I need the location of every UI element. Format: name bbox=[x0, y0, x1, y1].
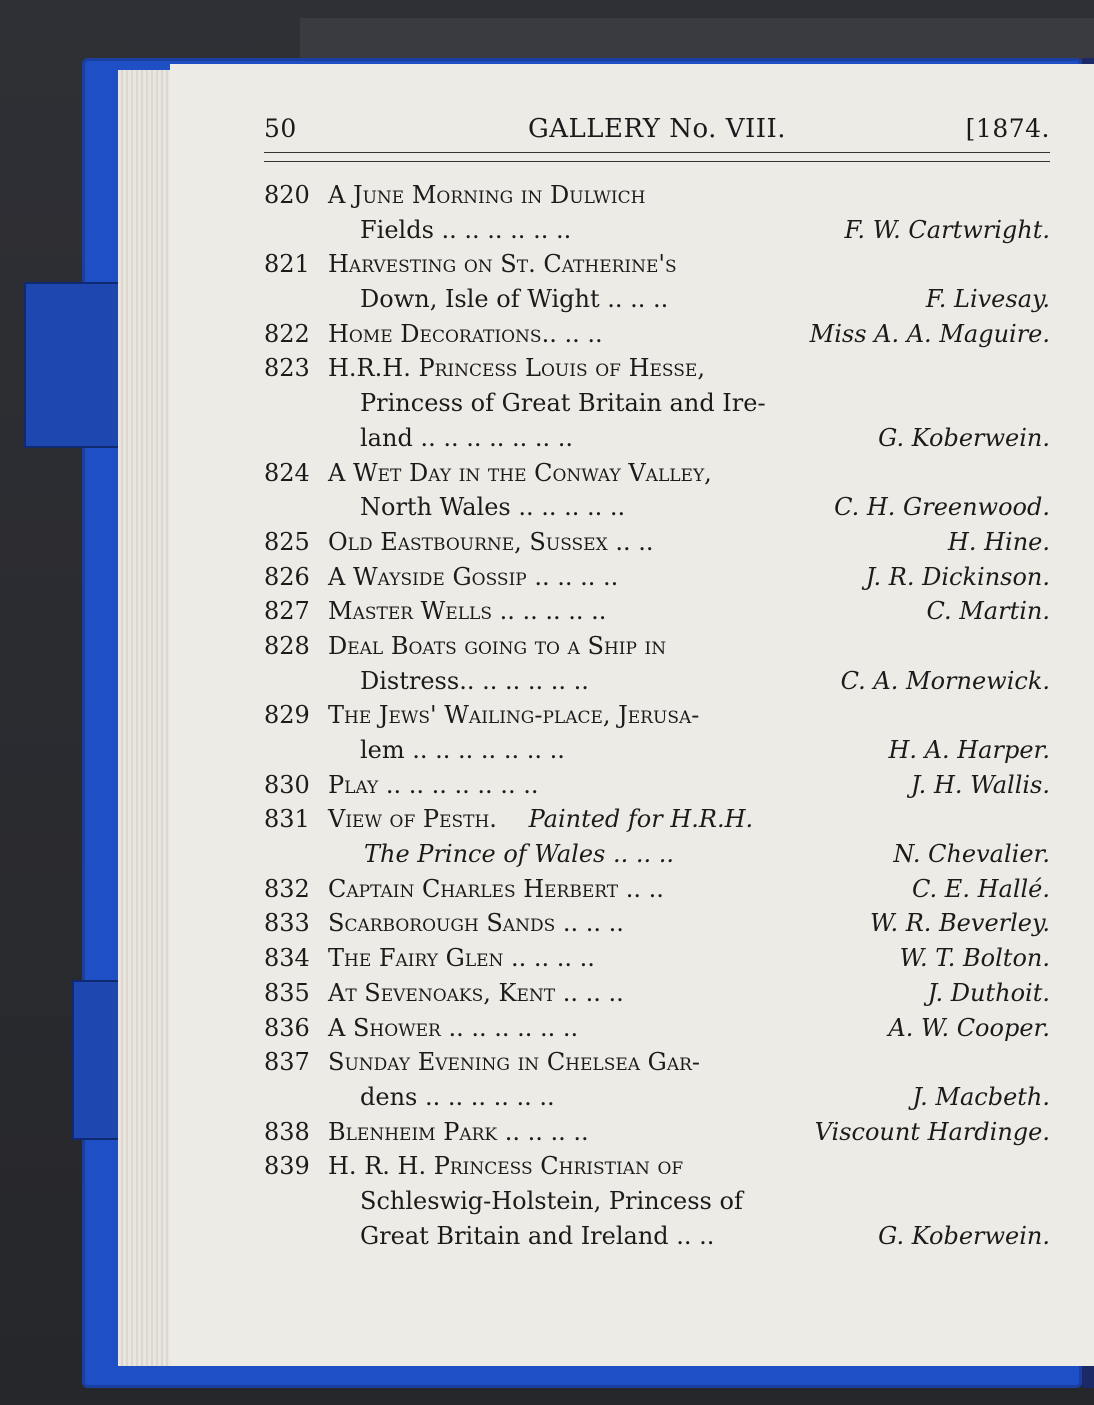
catalogue-entry bbox=[264, 594, 1050, 629]
catalogue-entry bbox=[264, 872, 1050, 907]
entry-title-cont: Princess of Great Britain and Ire- bbox=[360, 389, 766, 418]
entry-number: 831 bbox=[264, 805, 310, 834]
entry-title: Blenheim Park .. .. .. .. bbox=[328, 1117, 589, 1146]
catalogue-entry bbox=[264, 525, 1050, 560]
entry-number: 828 bbox=[264, 631, 310, 660]
entry-artist: F. W. Cartwright. bbox=[839, 213, 1050, 248]
catalogue-entry bbox=[264, 247, 1050, 316]
entry-artist: G. Koberwein. bbox=[872, 1219, 1050, 1254]
entry-title: A Wet Day in the Conway Valley, bbox=[328, 458, 712, 487]
catalogue-entry bbox=[264, 178, 1050, 247]
entry-artist: H. A. Harper. bbox=[882, 733, 1050, 768]
entry-title: Harvesting on St. Catherine's bbox=[328, 250, 677, 279]
entry-number: 839 bbox=[264, 1152, 310, 1181]
entry-title-cont: Distress.. .. .. .. .. .. bbox=[360, 666, 589, 695]
catalogue-entry bbox=[264, 802, 1050, 871]
page-number: 50 bbox=[264, 114, 297, 143]
bookmark-ribbon-top bbox=[24, 282, 124, 448]
entry-artist: N. Chevalier. bbox=[887, 837, 1050, 872]
catalogue-entry bbox=[264, 456, 1050, 525]
catalogue-entry bbox=[264, 1149, 1050, 1253]
entry-number: 827 bbox=[264, 597, 310, 626]
entry-number: 825 bbox=[264, 527, 310, 556]
entry-title: H. R. H. Princess Christian of bbox=[328, 1152, 684, 1181]
entry-number: 836 bbox=[264, 1013, 310, 1042]
entry-number: 838 bbox=[264, 1117, 310, 1146]
entry-title-cont: Down, Isle of Wight .. .. .. bbox=[360, 285, 669, 314]
entry-title: View of Pesth. bbox=[328, 805, 497, 834]
entry-artist: J. Duthoit. bbox=[922, 976, 1050, 1011]
entry-number: 820 bbox=[264, 181, 310, 209]
catalogue-entry bbox=[264, 351, 1050, 455]
entry-number: 835 bbox=[264, 978, 310, 1007]
entry-number: 837 bbox=[264, 1048, 310, 1077]
entry-artist: W. T. Bolton. bbox=[894, 941, 1050, 976]
entry-title-cont: Fields .. .. .. .. .. .. bbox=[360, 215, 572, 244]
entry-title-cont: Great Britain and Ireland .. .. bbox=[360, 1221, 715, 1250]
entry-list bbox=[264, 178, 1050, 1253]
catalogue-entry bbox=[264, 629, 1050, 698]
catalogue-entry bbox=[264, 1011, 1050, 1046]
entry-artist: H. Hine. bbox=[942, 525, 1050, 560]
entry-title: Old Eastbourne, Sussex .. .. bbox=[328, 527, 654, 556]
entry-number: 830 bbox=[264, 770, 310, 799]
entry-title: At Sevenoaks, Kent .. .. .. bbox=[328, 978, 624, 1007]
catalogue-entry bbox=[264, 698, 1050, 767]
catalogue-entry bbox=[264, 560, 1050, 595]
entry-title-cont: Schleswig-Holstein, Princess of bbox=[360, 1186, 743, 1215]
page-content bbox=[264, 108, 1050, 1253]
entry-title: Deal Boats going to a Ship in bbox=[328, 631, 667, 660]
catalogue-entry bbox=[264, 1045, 1050, 1114]
running-header bbox=[264, 108, 1050, 152]
entry-number: 826 bbox=[264, 562, 310, 591]
entry-artist: C. H. Greenwood. bbox=[828, 490, 1050, 525]
catalogue-entry bbox=[264, 976, 1050, 1011]
entry-title: A Wayside Gossip .. .. .. .. bbox=[328, 562, 619, 591]
entry-artist: C. A. Mornewick. bbox=[835, 664, 1050, 699]
gallery-title: GALLERY No. VIII. bbox=[527, 114, 787, 144]
catalogue-entry bbox=[264, 906, 1050, 941]
entry-title: The Jews' Wailing-place, Jerusa- bbox=[328, 701, 700, 730]
catalogue-entry bbox=[264, 1115, 1050, 1150]
entry-title: Scarborough Sands .. .. .. bbox=[328, 909, 624, 938]
page-edges bbox=[118, 70, 178, 1366]
entry-artist: C. E. Hallé. bbox=[906, 872, 1050, 907]
entry-title-cont: dens .. .. .. .. .. .. bbox=[360, 1082, 555, 1111]
entry-artist: W. R. Beverley. bbox=[864, 906, 1050, 941]
entry-artist: J. H. Wallis. bbox=[905, 768, 1050, 803]
header-rule bbox=[264, 152, 1050, 162]
entry-title: Master Wells .. .. .. .. .. bbox=[328, 597, 607, 626]
entry-title-cont: North Wales .. .. .. .. .. bbox=[360, 493, 626, 522]
entry-dedication: Painted for H.R.H. bbox=[528, 805, 754, 834]
entry-artist: F. Livesay. bbox=[920, 282, 1050, 317]
entry-number: 834 bbox=[264, 944, 310, 973]
year: [1874. bbox=[965, 114, 1050, 143]
entry-title: Captain Charles Herbert .. .. bbox=[328, 874, 664, 903]
entry-number: 833 bbox=[264, 909, 310, 938]
entry-number: 822 bbox=[264, 319, 310, 348]
entry-number: 824 bbox=[264, 458, 310, 487]
entry-number: 821 bbox=[264, 250, 310, 279]
entry-title: H.R.H. Princess Louis of Hesse, bbox=[328, 354, 705, 383]
entry-title: A June Morning in Dulwich bbox=[328, 181, 646, 209]
entry-artist: A. W. Cooper. bbox=[882, 1011, 1050, 1046]
catalogue-entry bbox=[264, 941, 1050, 976]
entry-artist: J. R. Dickinson. bbox=[860, 560, 1050, 595]
entry-title: Play .. .. .. .. .. .. .. bbox=[328, 770, 539, 799]
entry-title-cont: The Prince of Wales .. .. .. bbox=[364, 840, 675, 869]
entry-title-cont: land .. .. .. .. .. .. .. bbox=[360, 423, 574, 452]
entry-artist: G. Koberwein. bbox=[872, 421, 1050, 456]
entry-number: 823 bbox=[264, 354, 310, 383]
entry-title: Sunday Evening in Chelsea Gar- bbox=[328, 1048, 701, 1077]
entry-artist: Viscount Hardinge. bbox=[809, 1115, 1050, 1150]
entry-artist: Miss A. A. Maguire. bbox=[804, 317, 1050, 352]
entry-artist: C. Martin. bbox=[920, 594, 1050, 629]
entry-number: 832 bbox=[264, 874, 310, 903]
entry-title: Home Decorations.. .. .. bbox=[328, 319, 603, 348]
catalogue-entry bbox=[264, 768, 1050, 803]
entry-number: 829 bbox=[264, 701, 310, 730]
entry-title-cont: lem .. .. .. .. .. .. .. bbox=[360, 736, 565, 764]
catalogue-entry bbox=[264, 317, 1050, 352]
entry-title: A Shower .. .. .. .. .. .. bbox=[328, 1013, 579, 1042]
entry-title: The Fairy Glen .. .. .. .. bbox=[328, 944, 595, 973]
entry-artist: J. Macbeth. bbox=[906, 1080, 1050, 1115]
